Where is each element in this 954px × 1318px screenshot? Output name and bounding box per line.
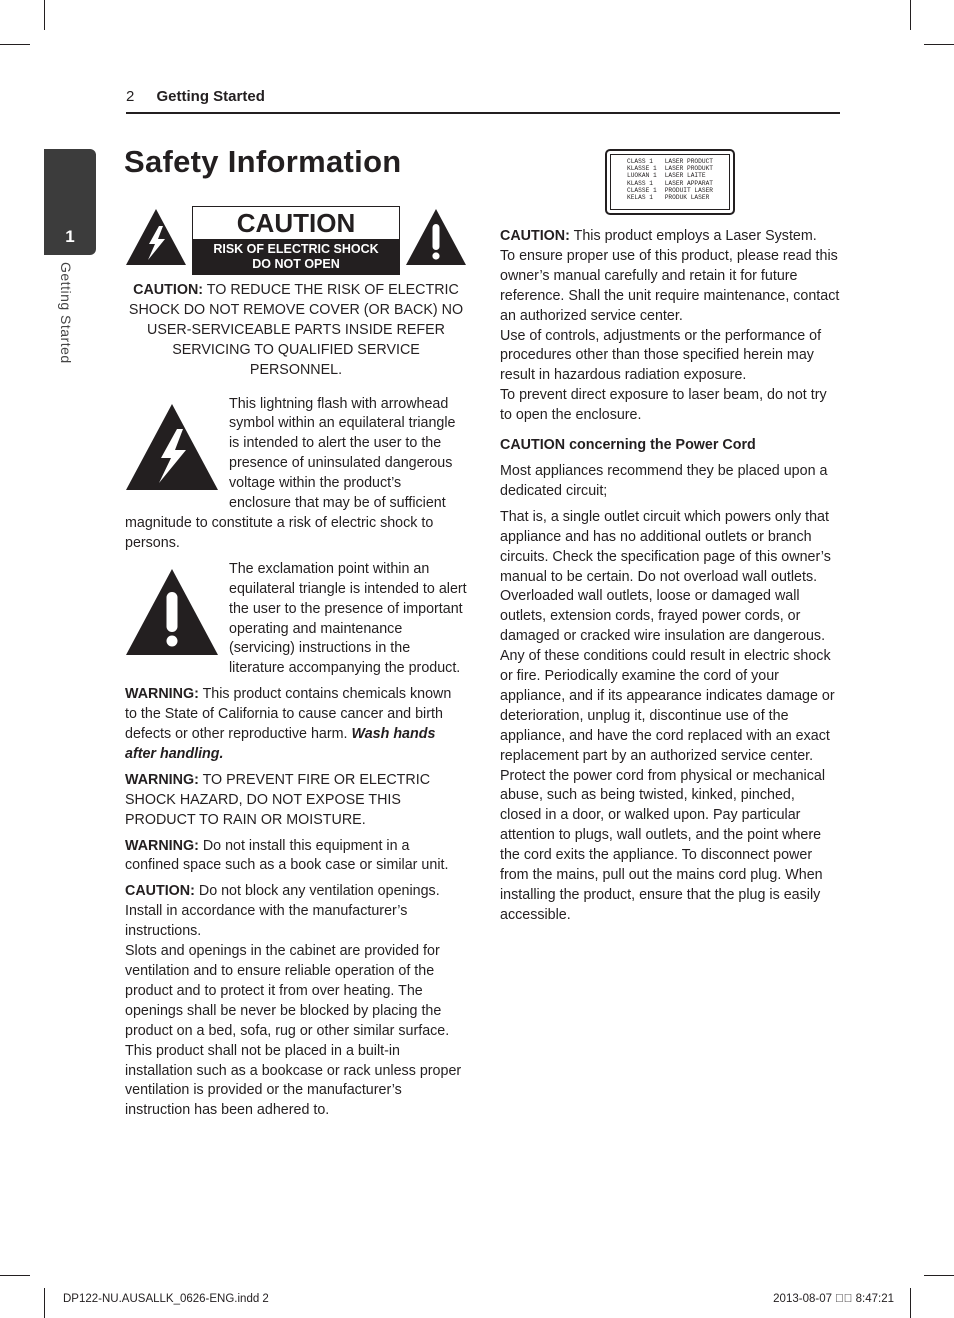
laser-class-column bbox=[627, 158, 657, 209]
laser-class: LUOKAN 1 bbox=[627, 172, 657, 180]
right-column bbox=[500, 148, 840, 932]
laser-product-label bbox=[605, 149, 735, 215]
section-title: Getting Started bbox=[156, 88, 265, 105]
exclamation-paragraph bbox=[125, 560, 467, 679]
file-info: DP122-NU.AUSALLK_0626-ENG.indd 2 bbox=[63, 1293, 269, 1305]
crop-mark bbox=[910, 0, 911, 30]
crop-mark bbox=[924, 1275, 954, 1276]
caution-text: TO REDUCE THE RISK OF ELECTRIC SHOCK DO NOT REMOVE COVER (OR BACK) NO USER-SERVICEABLE PARTS INSIDE REFER SERVICING TO QUALIFIED SERVICE PERSONNEL. bbox=[128, 282, 464, 378]
warning-paragraph-1 bbox=[125, 685, 467, 765]
print-timestamp: 2013-08-07 ￿￿ 8:47:21 bbox=[773, 1293, 894, 1305]
caution-text: Do not block any ventilation openings. Install in accordance with the manufacturer’s instructions. bbox=[125, 883, 440, 940]
laser-product: PRODUIT LASER bbox=[664, 186, 713, 194]
caution-label-line1: RISK OF ELECTRIC SHOCK bbox=[213, 241, 379, 256]
lightning-triangle-icon bbox=[125, 208, 187, 273]
laser-product-column bbox=[665, 158, 713, 209]
caution-label-band bbox=[193, 239, 399, 274]
caution-label: CAUTION: bbox=[500, 228, 570, 244]
warning-label: WARNING: bbox=[125, 686, 199, 703]
lightning-triangle-icon bbox=[125, 403, 219, 498]
laser-class: CLASS 1 bbox=[627, 158, 653, 165]
caution-label-row bbox=[125, 207, 467, 273]
exclamation-triangle-icon bbox=[405, 208, 467, 273]
crop-mark bbox=[0, 1275, 30, 1276]
warning-label: WARNING: bbox=[125, 771, 199, 788]
caution-paragraph-2 bbox=[125, 882, 467, 942]
laser-class: KELAS 1 bbox=[627, 194, 653, 202]
header-rule bbox=[126, 112, 840, 114]
page-number: 2 bbox=[126, 88, 135, 105]
laser-paragraph-2: Use of controls, adjustments or the performance of procedures other than those specified herein may result in hazardous radiation exposure. bbox=[500, 327, 822, 384]
laser-class: CLASSE 1 bbox=[627, 186, 657, 194]
caution-label-title: CAUTION bbox=[236, 207, 356, 238]
laser-caution-paragraph bbox=[500, 227, 840, 247]
power-cord-heading: CAUTION concerning the Power Cord bbox=[500, 437, 756, 454]
chapter-number: 1 bbox=[65, 227, 75, 246]
crop-mark bbox=[44, 0, 45, 30]
warning-text: Do not install this equipment in a confined space such as a book case or similar unit. bbox=[125, 837, 449, 874]
caution-label-line2: DO NOT OPEN bbox=[252, 256, 340, 271]
ventilation-paragraph: Slots and openings in the cabinet are provided for ventilation and to ensure reliable operation of the product and to protect it from over heating. The openings shall be never be blocked by placing the product on a bed, sofa, rug or other similar surface. This product shall not be placed in a built-in installation such as a bookcase or rack unless proper ventilation is provided or the manufacturer’s instruction has been adhered to. bbox=[125, 943, 462, 1119]
power-cord-paragraph-2: That is, a single outlet circuit which powers only that appliance and has no additional outlets or branch circuits. Check the specification page of this owner’s manual to be certain. Do not overload wall outlets. Overloaded wall outlets, loose or damaged wall outlets, extension cords, frayed power cords, or damaged or cracked wire insulation are dangerous. Any of these conditions could result in electric shock or fire. Periodically examine the cord of your appliance, and if its appearance indicates damage or deterioration, unplug it, discontinue use of the appliance, and have the cord replaced with an exact replacement part by an authorized service center. Protect the power cord from physical or mechanical abuse, such as being twisted, kinked, pinched, closed in a door, or walked upon. Pay particular attention to plugs, wall outlets, and the point where the cord exits the appliance. To disconnect power from the mains, pull out the mains cord plug. When installing the product, ensure that the plug is easily accessible. bbox=[500, 508, 835, 923]
warning-label: WARNING: bbox=[125, 837, 199, 854]
warning-text: TO PREVENT FIRE OR ELECTRIC SHOCK HAZARD, DO NOT EXPOSE THIS PRODUCT TO RAIN OR MOISTURE. bbox=[125, 771, 431, 828]
caution-paragraph-1 bbox=[125, 281, 467, 381]
laser-label-inner bbox=[610, 154, 730, 210]
exclamation-triangle-icon bbox=[125, 568, 219, 663]
warning-text: This product contains chemicals known to the State of California to cause cancer and birth defects or other reproductive harm. bbox=[125, 686, 452, 743]
laser-product: LASER PRODUCT bbox=[664, 158, 713, 165]
laser-paragraph-1: To ensure proper use of this product, please read this owner’s manual carefully and retain it for future reference. Shall the unit require maintenance, contact an authorized service center. bbox=[500, 247, 840, 324]
left-column bbox=[125, 207, 467, 1127]
chapter-tab bbox=[44, 149, 96, 255]
laser-product: LASER PRODUKT bbox=[664, 165, 713, 173]
caution-text: This product employs a Laser System. bbox=[569, 228, 817, 244]
laser-product: LASER LAITE bbox=[664, 172, 706, 180]
caution-label: CAUTION: bbox=[125, 883, 195, 900]
caution-label-box bbox=[192, 206, 400, 275]
crop-mark bbox=[0, 44, 30, 45]
laser-product: PRODUK LASER bbox=[664, 194, 710, 202]
laser-class: KLASS 1 bbox=[627, 179, 653, 187]
laser-class: KLASSE 1 bbox=[627, 165, 657, 173]
exclamation-description: The exclamation point within an equilateral triangle is intended to alert the user to the presence of important operating and maintenance (servicing) instructions in the literature accompanying the product. bbox=[229, 560, 467, 677]
lightning-description: This lightning flash with arrowhead symbol within an equilateral triangle is intended to alert the user to the presence of uninsulated dangerous voltage within the product’s enclosure that may be of sufficient magnitude to constitute a risk of electric shock to persons. bbox=[125, 395, 456, 551]
chapter-label: Getting Started bbox=[58, 262, 74, 364]
warning-paragraph-2 bbox=[125, 771, 467, 831]
running-header bbox=[126, 88, 265, 105]
warning-paragraph-3 bbox=[125, 837, 467, 877]
caution-label: CAUTION: bbox=[133, 282, 204, 298]
laser-paragraph-3: To prevent direct exposure to laser beam, do not try to open the enclosure. bbox=[500, 387, 827, 424]
crop-mark bbox=[910, 1288, 911, 1318]
crop-mark bbox=[924, 44, 954, 45]
lightning-paragraph bbox=[125, 395, 467, 554]
power-cord-paragraph-1: Most appliances recommend they be placed upon a dedicated circuit; bbox=[500, 462, 828, 499]
warning-emphasis: Wash hands after handling. bbox=[125, 726, 436, 762]
laser-product: LASER APPARAT bbox=[664, 179, 713, 187]
page-title: Safety Information bbox=[124, 144, 402, 179]
crop-mark bbox=[44, 1288, 45, 1318]
